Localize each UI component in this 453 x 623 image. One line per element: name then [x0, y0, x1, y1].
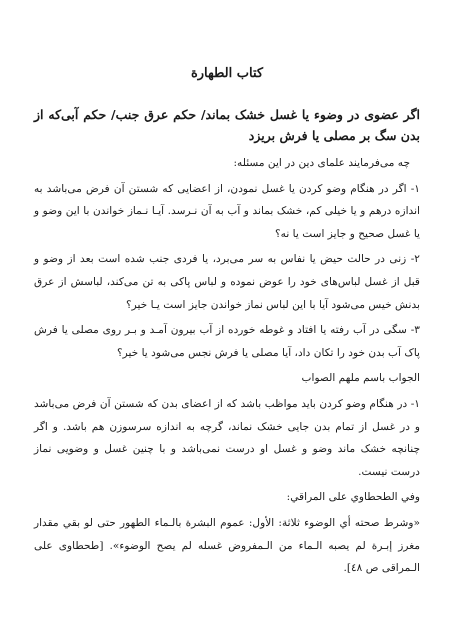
- quote-text: «وشرط صحته أي الوضوء ثلاثة: الأول: عموم البشرة بالـماء الطهور حتی لو بقي مقدار مغرز إبـرة لم يصبه الـماء من الـمفروض غسله لم يصح الوضوء». [طحطاوی علی الـمراقی ص ٤٨].: [34, 516, 420, 575]
- question-3: ۳- سگی در آب رفته یا افتاد و غوطه خورده از آب بیرون آمـد و بـر روی مصلی یا فرش پاک آب بدن خود را تکان داد، آیا مصلی یا فرش نجس می‌شود یا خیر؟: [34, 324, 420, 359]
- intro-paragraph: چه می‌فرمایند علمای دین در این مسئله:: [233, 157, 410, 169]
- document-page: [34, 0, 420, 623]
- answer-1: ۱- در هنگام وضو کردن باید مواظب باشد که از اعضای بدن که شستن آن فرض می‌باشد و در غسل از تمام بدن جایی خشک نماند، گرچه به اندازه سرسوزن هم باشد. و اگر چنانچه خشک ماند وضو و غسل او درست نمی‌باشد و با چنین غسل و وضویی نماز درست نیست.: [34, 397, 420, 478]
- chapter-title: کتاب الطهارة: [190, 66, 264, 81]
- body-text: [34, 152, 420, 583]
- question-2: ۲- زنی در حالت حیض یا نفاس به سر می‌برد، یا فردی جنب شده است بعد از وضو و قبل از غسل لباس‌های خود را عوض نموده و لباس پاکی به تن می‌کند، لباسش از عرق بدنش خیس می‌شود آیا با این لباس نماز خواندن جایز است یـا خیر؟: [34, 253, 420, 311]
- answer-title: الجواب باسم ملهم الصواب: [301, 372, 420, 385]
- question-1: ۱- اگر در هنگام وضو کردن یا غسل نمودن، از اعضایی که شستن آن فرض می‌باشد به اندازه درهم و یا خیلی کم، خشک بماند و آب به آن نـرسد. آیـا نـماز خواندن با این وضو و یا غسل صحیح و جایز است یا نه؟: [34, 182, 420, 240]
- quote-intro: وفي الطحطاوي علی المراقي:: [286, 491, 420, 504]
- section-heading: اگر عضوی در وضوء یا غسل خشک بماند/ حکم عرق جنب/ حکم آبی‌که از بدن سگ بر مصلی یا فرش بریزد: [34, 107, 420, 143]
